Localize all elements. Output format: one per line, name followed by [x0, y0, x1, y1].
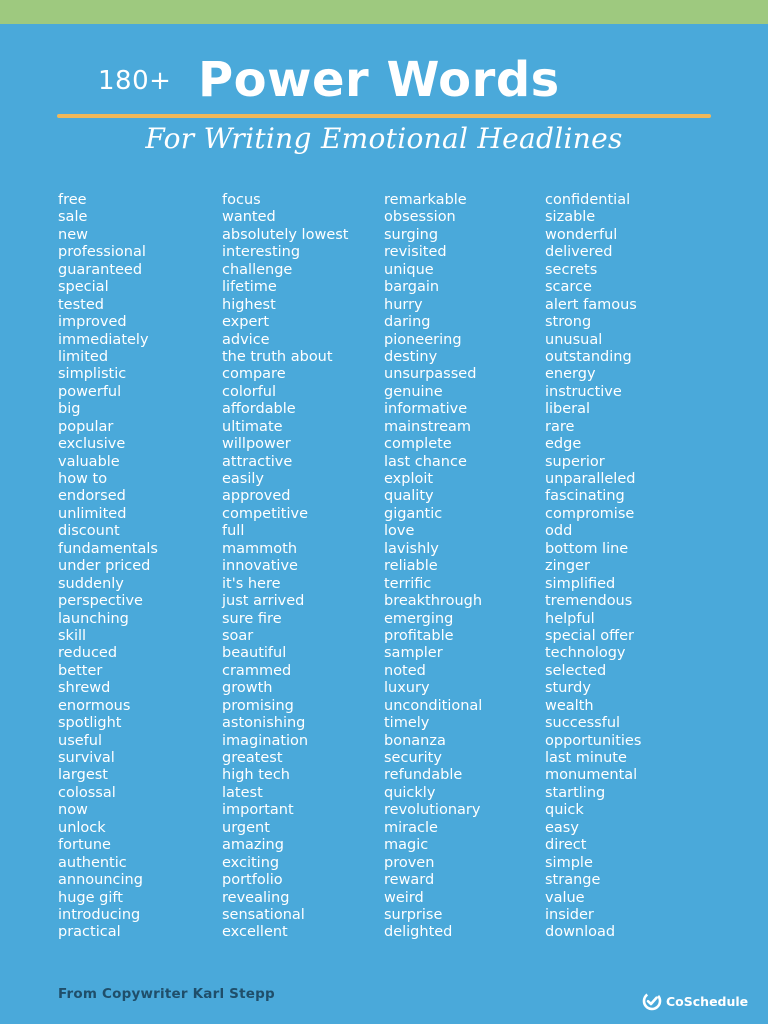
word-item: timely	[384, 715, 430, 732]
word-item: new	[58, 226, 88, 243]
word-item: colorful	[222, 383, 277, 400]
word-item: guaranteed	[58, 261, 143, 278]
word-item: introducing	[58, 906, 141, 923]
word-item: the truth about	[222, 348, 333, 365]
word-item: wealth	[545, 697, 594, 714]
word-item: tremendous	[545, 593, 633, 610]
word-item: zinger	[545, 558, 590, 575]
word-item: endorsed	[58, 488, 126, 505]
word-item: reduced	[58, 645, 118, 662]
word-item: latest	[222, 784, 263, 801]
word-item: unique	[384, 261, 434, 278]
word-item: confidential	[545, 192, 631, 208]
word-item: liberal	[545, 401, 591, 418]
page-title: Power Words	[198, 52, 560, 108]
word-item: suddenly	[58, 575, 124, 592]
word-item: quickly	[384, 784, 436, 801]
word-item: successful	[545, 715, 621, 732]
word-item: gigantic	[384, 505, 443, 522]
word-item: startling	[545, 784, 606, 801]
word-item: obsession	[384, 209, 456, 226]
word-item: edge	[545, 436, 582, 453]
word-item: launching	[58, 610, 129, 627]
word-item: unsurpassed	[384, 366, 477, 383]
word-item: scarce	[545, 279, 592, 296]
word-item: emerging	[384, 610, 454, 627]
word-item: popular	[58, 418, 114, 435]
word-item: how to	[58, 471, 108, 487]
word-item: professional	[58, 244, 146, 261]
word-item: special	[58, 279, 109, 296]
word-column-3	[384, 192, 482, 942]
word-item: value	[545, 889, 585, 906]
word-item: expert	[222, 314, 270, 331]
header	[0, 52, 768, 110]
word-item: compare	[222, 366, 286, 383]
word-item: discount	[58, 523, 120, 540]
word-item: tested	[58, 296, 104, 313]
brand-name: CoSchedule	[666, 993, 749, 1009]
word-item: outstanding	[545, 348, 632, 365]
word-item: spotlight	[58, 715, 122, 732]
word-item: challenge	[222, 261, 293, 278]
word-item: mainstream	[384, 418, 472, 435]
word-item: beautiful	[222, 645, 287, 662]
word-count: 180+	[98, 66, 172, 96]
word-item: delighted	[384, 924, 453, 941]
word-item: strong	[545, 314, 592, 331]
word-item: high tech	[222, 767, 290, 784]
word-item: crammed	[222, 662, 292, 679]
word-item: instructive	[545, 383, 622, 400]
word-item: improved	[58, 314, 127, 331]
word-item: ultimate	[222, 418, 283, 435]
word-item: informative	[384, 401, 468, 418]
word-item: sure fire	[222, 610, 282, 627]
word-item: portfolio	[222, 872, 283, 889]
word-item: noted	[384, 662, 426, 679]
word-item: authentic	[58, 854, 127, 871]
word-item: superior	[545, 453, 605, 470]
word-item: security	[384, 750, 442, 766]
word-item: revisited	[384, 244, 447, 261]
coschedule-check-icon	[642, 991, 662, 1011]
word-item: fascinating	[545, 488, 625, 505]
word-item: simplified	[545, 575, 616, 592]
word-item: energy	[545, 366, 596, 383]
word-item: refundable	[384, 767, 463, 784]
word-item: colossal	[58, 784, 116, 801]
word-column-2	[222, 192, 348, 942]
word-item: wanted	[222, 209, 276, 226]
word-item: under priced	[58, 558, 151, 575]
word-item: growth	[222, 680, 273, 697]
word-item: huge gift	[58, 889, 123, 906]
word-item: important	[222, 802, 294, 819]
word-item: innovative	[222, 558, 298, 575]
word-item: secrets	[545, 261, 598, 278]
word-item: daring	[384, 314, 431, 331]
word-item: last minute	[545, 750, 627, 766]
word-item: imagination	[222, 732, 309, 749]
word-item: delivered	[545, 244, 613, 261]
word-item: sizable	[545, 209, 596, 226]
word-item: advice	[222, 331, 270, 348]
word-item: revolutionary	[384, 802, 481, 819]
word-item: now	[58, 802, 88, 819]
word-item: competitive	[222, 505, 309, 522]
brand-logo	[642, 991, 748, 1011]
word-item: destiny	[384, 348, 438, 365]
word-item: sensational	[222, 906, 305, 923]
word-item: insider	[545, 906, 594, 923]
word-item: exclusive	[58, 436, 126, 453]
word-item: easily	[222, 471, 264, 487]
word-item: revealing	[222, 889, 290, 906]
word-item: proven	[384, 854, 435, 871]
word-item: full	[222, 523, 245, 540]
title-divider	[57, 114, 711, 118]
word-item: genuine	[384, 383, 443, 400]
word-item: lavishly	[384, 540, 439, 557]
word-item: shrewd	[58, 680, 111, 697]
word-item: unconditional	[384, 697, 483, 714]
word-item: simplistic	[58, 366, 127, 383]
word-item: big	[58, 401, 81, 418]
word-item: unlock	[58, 819, 106, 836]
word-item: better	[58, 662, 103, 679]
word-item: amazing	[222, 837, 284, 854]
word-column-4	[545, 192, 641, 942]
word-item: limited	[58, 348, 109, 365]
word-item: interesting	[222, 244, 301, 261]
word-item: useful	[58, 732, 102, 749]
word-item: unparalleled	[545, 471, 636, 487]
word-list	[0, 192, 768, 952]
word-item: largest	[58, 767, 108, 784]
word-item: it's here	[222, 575, 281, 592]
word-item: compromise	[545, 505, 635, 522]
word-item: quality	[384, 488, 434, 505]
word-item: survival	[58, 750, 115, 766]
word-item: approved	[222, 488, 291, 505]
word-item: complete	[384, 436, 452, 453]
word-item: reliable	[384, 558, 438, 575]
word-item: reward	[384, 872, 435, 889]
word-item: sampler	[384, 645, 443, 662]
word-item: practical	[58, 924, 121, 941]
word-item: astonishing	[222, 715, 306, 732]
word-item: easy	[545, 819, 579, 836]
word-item: focus	[222, 192, 261, 208]
page-subtitle: For Writing Emotional Headlines	[145, 122, 623, 155]
word-item: technology	[545, 645, 626, 662]
word-item: remarkable	[384, 192, 467, 208]
word-item: wonderful	[545, 226, 618, 243]
word-item: attractive	[222, 453, 293, 470]
word-item: valuable	[58, 453, 120, 470]
word-item: willpower	[222, 436, 291, 453]
word-item: just arrived	[222, 593, 305, 610]
word-item: weird	[384, 889, 424, 906]
word-item: miracle	[384, 819, 438, 836]
word-item: odd	[545, 523, 573, 540]
credit-line: From Copywriter Karl Stepp	[58, 986, 275, 1002]
word-item: quick	[545, 802, 584, 819]
word-item: announcing	[58, 872, 143, 889]
word-item: lifetime	[222, 279, 277, 296]
word-item: urgent	[222, 819, 270, 836]
word-item: affordable	[222, 401, 296, 418]
word-item: sale	[58, 209, 88, 226]
word-item: absolutely lowest	[222, 226, 349, 243]
word-item: unusual	[545, 331, 603, 348]
word-item: skill	[58, 627, 87, 644]
word-item: bonanza	[384, 732, 446, 749]
top-accent-bar	[0, 0, 768, 24]
word-item: unlimited	[58, 505, 127, 522]
word-item: excellent	[222, 924, 288, 941]
word-item: highest	[222, 296, 276, 313]
word-item: strange	[545, 872, 601, 889]
word-item: profitable	[384, 627, 454, 644]
word-item: special offer	[545, 627, 634, 644]
word-item: mammoth	[222, 540, 298, 557]
word-item: exciting	[222, 854, 280, 871]
word-item: soar	[222, 627, 254, 644]
word-item: monumental	[545, 767, 638, 784]
word-item: bottom line	[545, 540, 629, 557]
word-item: enormous	[58, 697, 131, 714]
word-item: fundamentals	[58, 540, 158, 557]
word-item: download	[545, 924, 616, 941]
word-item: promising	[222, 697, 294, 714]
word-item: hurry	[384, 296, 423, 313]
word-item: free	[58, 192, 87, 208]
word-item: simple	[545, 854, 593, 871]
word-item: alert famous	[545, 296, 637, 313]
word-item: sturdy	[545, 680, 591, 697]
word-item: greatest	[222, 750, 283, 766]
word-item: exploit	[384, 471, 434, 487]
word-item: breakthrough	[384, 593, 483, 610]
word-item: rare	[545, 418, 575, 435]
word-item: bargain	[384, 279, 440, 296]
word-item: direct	[545, 837, 587, 854]
word-item: terrific	[384, 575, 432, 592]
word-item: love	[384, 523, 415, 540]
word-item: selected	[545, 662, 607, 679]
word-item: perspective	[58, 593, 143, 610]
word-item: luxury	[384, 680, 430, 697]
word-item: helpful	[545, 610, 595, 627]
word-item: immediately	[58, 331, 149, 348]
word-item: surging	[384, 226, 439, 243]
word-item: opportunities	[545, 732, 642, 749]
word-item: surprise	[384, 906, 443, 923]
word-item: pioneering	[384, 331, 462, 348]
word-item: magic	[384, 837, 429, 854]
word-item: powerful	[58, 383, 122, 400]
word-column-1	[58, 192, 158, 942]
word-item: fortune	[58, 837, 111, 854]
word-item: last chance	[384, 453, 467, 470]
